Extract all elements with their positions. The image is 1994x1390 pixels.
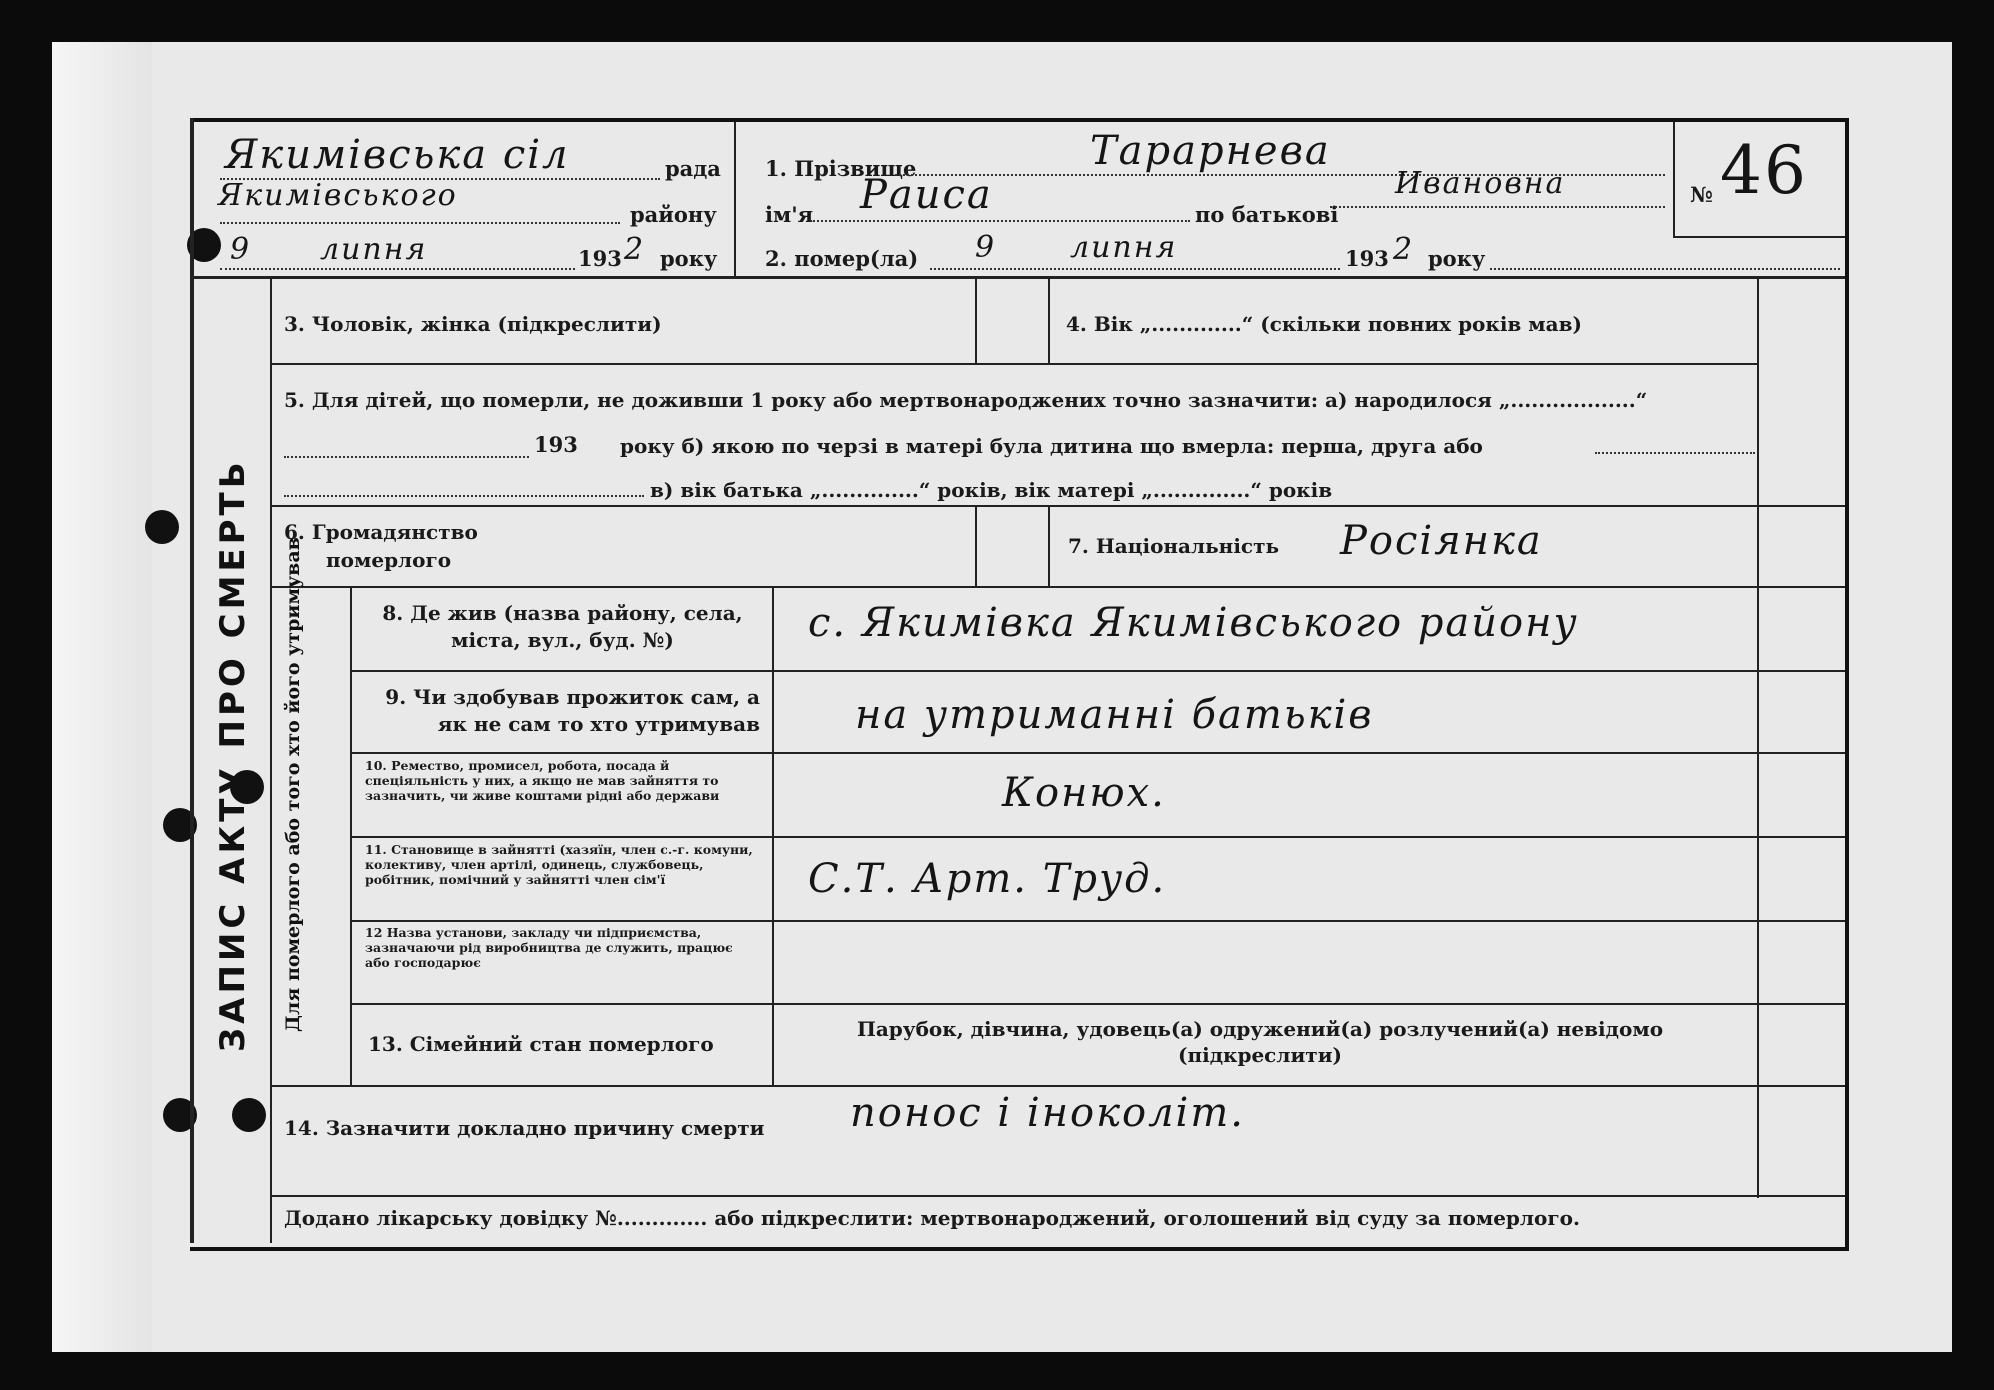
punch-hole [145,510,179,544]
surname-label: 1. Прізвище [765,156,917,181]
footer-note: Додано лікарську довідку №............. або підкреслити: мертвонароджений, оголошений від суду за померлого. [284,1206,1580,1230]
field-6-label-1: 6. Громадянство [284,520,478,544]
field-13-label: 13. Сімейний стан померлого [368,1032,714,1056]
selrada-handwritten: Якимівська сіл [225,132,570,178]
surname-handwritten: Тарарнева [1090,128,1331,174]
rada-label: рада [665,156,721,181]
field-13-options: Парубок, дівчина, удовець(а) одружений(а) розлучений(а) невідомо (підкреслити) [856,1017,1664,1067]
field-10-label: 10. Ремество, промисел, робота, посада й спеціяльність у них, а якщо не мав зайняття то зазначить, чи живе коштами рідні або держави [365,758,720,803]
roku-label: року [660,246,718,271]
field-6-label-2: померлого [326,548,452,572]
field-14-label: 14. Зазначити докладно причину смерти [284,1116,765,1140]
name-label: ім'я [765,202,814,227]
side-subtitle: Для померлого або того хто його утримував [282,537,304,1032]
field-9-handwritten: на утриманні батьків [855,692,1374,738]
field-11-handwritten: С.Т. Арт. Труд. [808,856,1167,902]
card-left-margin [52,42,152,1352]
field-12-label: 12 Назва установи, закладу чи підприємства, зазначаючи рід виробництва де служить, працює або господарює [365,925,733,970]
field-4-age: 4. Вік „.............“ (скільки повних років мав) [1066,312,1582,336]
field-5-line1: 5. Для дітей, що померли, не доживши 1 року або мертвонароджених точно зазначити: а) народилося „..................“ [284,388,1648,412]
rayonu-label: району [630,202,717,227]
died-label: 2. помер(ла) [765,246,919,271]
field-8-label: 8. Де жив (назва району, села, міста, вул., буд. №) [382,601,743,652]
field-8-handwritten: с. Якимівка Якимівського району [808,600,1579,646]
died-month-handwritten: липня [1070,230,1178,265]
patronymic-label: по батькові [1195,202,1339,227]
died-day-handwritten: 9 [975,230,997,265]
date-day-handwritten: 9 [230,232,252,267]
patronymic-handwritten: Ивановна [1395,166,1566,201]
field-7-handwritten: Росіянка [1340,518,1543,564]
field-10-handwritten: Конюх. [1002,770,1166,816]
field-7-label: 7. Національність [1068,534,1280,558]
record-number-handwritten: 46 [1720,132,1808,209]
field-5-year: 193 [534,432,578,457]
field-3-sex: 3. Чоловік, жінка (підкреслити) [284,312,662,336]
date-month-handwritten: липня [320,232,428,267]
year-prefix: 193 [578,246,622,271]
field-11-label: 11. Становище в зайнятті (хазяїн, член с.-г. комуни, колективу, член артілі, одинець, службовець, робітник, помічний у зайнятті член сім'ї [365,842,753,887]
field-14-handwritten: понос і іноколіт. [850,1090,1245,1136]
name-handwritten: Раиса [860,172,993,218]
rayon-handwritten: Якимівського [218,178,458,213]
field-5-line3: в) вік батька „..............“ років, вік матері „..............“ років [650,478,1333,502]
field-5-line2: року б) якою по черзі в матері була дитина що вмерла: перша, друга або [620,434,1483,458]
year-digit-handwritten: 2 [624,232,646,267]
died-roku-label: року [1428,246,1486,271]
record-number-label: № [1690,182,1713,207]
side-title: ЗАПИС АКТУ ПРО СМЕРТЬ [213,458,253,1052]
field-9-label: 9. Чи здобував прожиток сам, а як не сам то хто утримував [385,685,760,736]
died-year-handwritten: 2 [1393,232,1415,267]
died-year-prefix: 193 [1345,246,1389,271]
